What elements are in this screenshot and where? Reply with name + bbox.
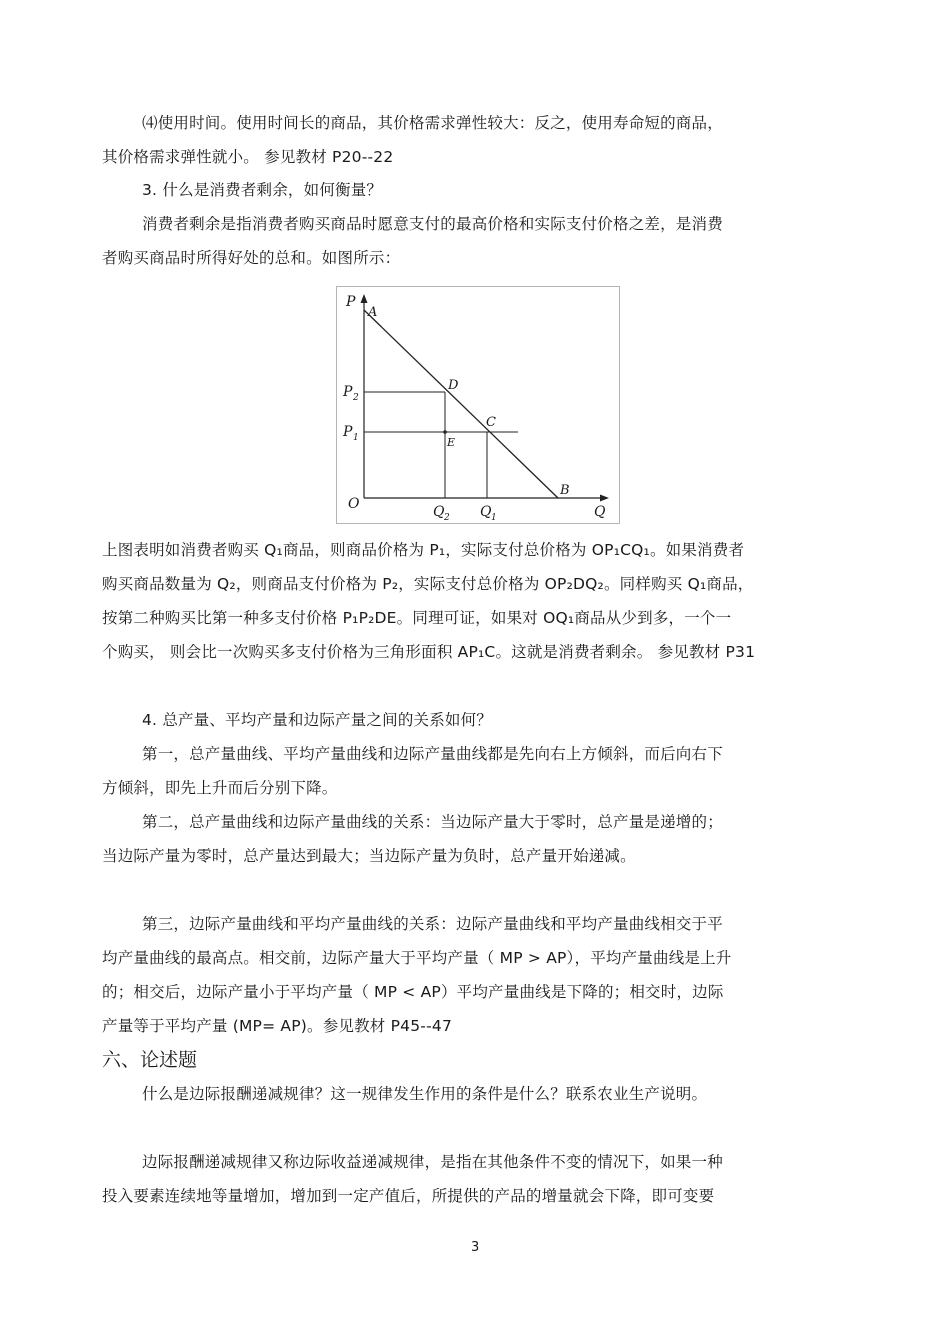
label-p2: P	[343, 384, 353, 400]
text-line: 投入要素连续地等量增加，增加到一定产值后，所提供的产品的增量就会下降，即可变要	[102, 1187, 715, 1205]
text-line: 者购买商品时所得好处的总和。如图所示：	[102, 249, 401, 267]
essay-question: 什么是边际报酬递减规律？这一规律发生作用的条件是什么？联系农业生产说明。	[142, 1085, 708, 1103]
text-line: 的；相交后，边际产量小于平均产量（ MP < AP）平均产量曲线是下降的；相交时，边际	[102, 983, 724, 1001]
text-line: 均产量曲线的最高点。相交前，边际产量大于平均产量（ MP > AP），平均产量曲线是上升	[102, 949, 732, 967]
text-line: 其价格需求弹性就小。 参见教材 P20--22	[102, 148, 394, 166]
label-p2-sub: 2	[353, 393, 359, 403]
text-line: 个购买， 则会比一次购买多支付价格为三角形面积 AP₁C。这就是消费者剩余。 参见教材 P31	[102, 643, 756, 661]
consumer-surplus-figure	[336, 286, 620, 524]
text-line: 购买商品数量为 Q₂，则商品支付价格为 P₂，实际支付总价格为 OP₂DQ₂。同样购买 Q₁商品，	[102, 575, 754, 593]
page-number: 3	[471, 1240, 480, 1255]
label-p: P	[346, 294, 356, 310]
text-line: 上图表明如消费者购买 Q₁商品，则商品价格为 P₁，实际支付总价格为 OP₁CQ₁。如果消费者	[102, 541, 745, 559]
label-q2-sub: 2	[444, 513, 450, 523]
point-e	[443, 430, 447, 434]
label-q: Q	[594, 504, 606, 520]
label-o: O	[348, 496, 360, 512]
question-3: 3. 什么是消费者剩余，如何衡量？	[142, 181, 383, 199]
label-d: D	[448, 378, 459, 393]
text-line: 按第二种购买比第一种多支付价格 P₁P₂DE。同理可证，如果对 OQ₁商品从少到多，一个一	[102, 609, 732, 627]
label-q1-sub: 1	[491, 513, 497, 523]
label-c: C	[486, 415, 496, 430]
text-line: 产量等于平均产量 (MP= AP)。参见教材 P45--47	[102, 1017, 453, 1035]
figure-frame	[337, 287, 620, 524]
text-line: 第三，边际产量曲线和平均产量曲线的关系：边际产量曲线和平均产量曲线相交于平	[142, 915, 723, 933]
label-q1: Q	[480, 504, 492, 520]
label-e: E	[447, 436, 456, 449]
text-line: 第二，总产量曲线和边际产量曲线的关系：当边际产量大于零时，总产量是递增的；	[142, 813, 723, 831]
text-line: 消费者剩余是指消费者购买商品时愿意支付的最高价格和实际支付价格之差，是消费	[142, 215, 723, 233]
text-line: 方倾斜，即先上升而后分别下降。	[102, 779, 338, 797]
text-line: 第一，总产量曲线、平均产量曲线和边际产量曲线都是先向右上方倾斜，而后向右下	[142, 745, 723, 763]
label-b: B	[560, 483, 570, 498]
label-p1-sub: 1	[353, 433, 359, 443]
consumer-surplus-diagram	[336, 286, 620, 524]
text-line: 边际报酬递减规律又称边际收益递减规律，是指在其他条件不变的情况下，如果一种	[142, 1153, 723, 1171]
section-heading: 六、论述题	[102, 1049, 198, 1071]
label-q2: Q	[433, 504, 445, 520]
question-4: 4. 总产量、平均产量和边际产量之间的关系如何？	[142, 711, 493, 729]
label-p1: P	[343, 424, 353, 440]
text-line: ⑷使用时间。使用时间长的商品，其价格需求弹性较大：反之，使用寿命短的商品，	[142, 114, 723, 132]
text-line: 当边际产量为零时，总产量达到最大；当边际产量为负时，总产量开始递减。	[102, 847, 636, 865]
label-a: A	[368, 305, 378, 320]
